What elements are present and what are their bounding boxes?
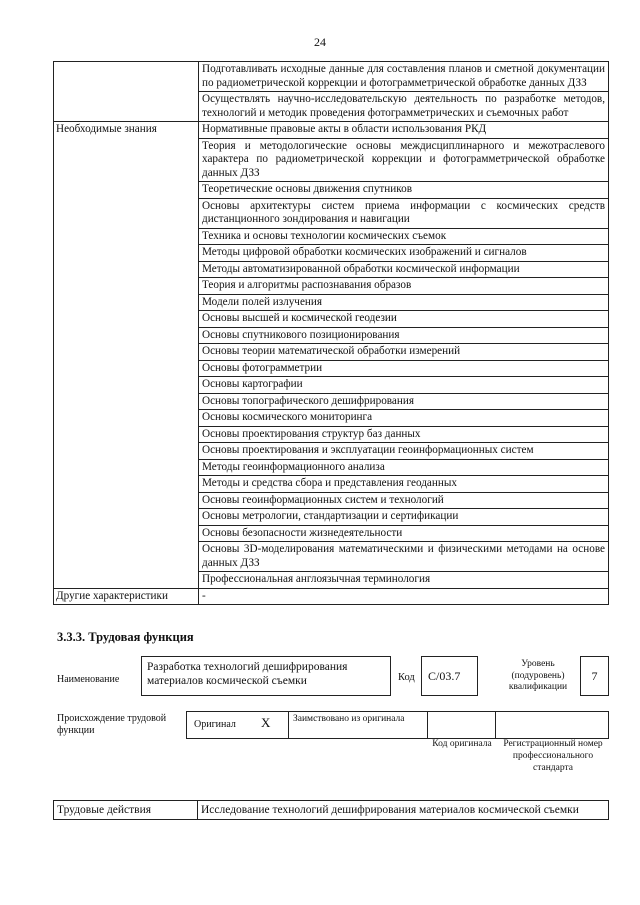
row-label xyxy=(54,476,199,493)
table-row xyxy=(54,245,609,262)
row-label xyxy=(54,426,199,443)
row-label xyxy=(54,311,199,328)
row-text: Методы автоматизированной обработки космической информации xyxy=(199,261,609,278)
table-row xyxy=(54,228,609,245)
row-text: Теория и алгоритмы распознавания образов xyxy=(199,278,609,295)
table-row xyxy=(54,443,609,460)
row-text: Основы проектирования и эксплуатации геоинформационных систем xyxy=(199,443,609,460)
code-box xyxy=(421,656,478,696)
name-label: Наименование xyxy=(57,674,120,685)
table-row xyxy=(54,542,609,572)
row-text: Подготавливать исходные данные для составления планов и сметной документации по радиометрической коррекции и фотограмметрической обработке данных ДЗЗ xyxy=(199,62,609,92)
table-row xyxy=(54,572,609,589)
row-text: Теоретические основы движения спутников xyxy=(199,182,609,199)
row-label xyxy=(54,327,199,344)
table-row xyxy=(54,62,609,92)
row-text: Основы спутникового позиционирования xyxy=(199,327,609,344)
table-row xyxy=(54,344,609,361)
code-label: Код xyxy=(398,672,415,683)
row-text: - xyxy=(199,588,609,605)
origin-code-box xyxy=(427,711,496,739)
level-label: Уровень (подуровень) квалификации xyxy=(508,659,568,692)
row-text: Основы безопасности жизнедеятельности xyxy=(199,525,609,542)
row-label xyxy=(54,138,199,182)
row-text: Профессиональная англоязычная терминология xyxy=(199,572,609,589)
page-number: 24 xyxy=(314,35,326,49)
row-text: Методы цифровой обработки космических изображений и сигналов xyxy=(199,245,609,262)
level-box xyxy=(580,656,609,696)
row-text: Основы высшей и космической геодезии xyxy=(199,311,609,328)
borrowed-label: Заимствовано из оригинала xyxy=(293,714,405,724)
borrowed-box xyxy=(288,711,428,739)
row-label xyxy=(54,62,199,92)
table-row xyxy=(54,360,609,377)
row-label xyxy=(54,228,199,245)
original-box xyxy=(186,711,289,739)
table-row xyxy=(54,525,609,542)
origin-code-caption: Код оригинала xyxy=(432,739,492,749)
table-row xyxy=(54,377,609,394)
row-label xyxy=(54,245,199,262)
section-title: 3.3.3. Трудовая функция xyxy=(57,630,194,644)
row-label xyxy=(54,393,199,410)
row-label xyxy=(54,525,199,542)
table-row xyxy=(54,122,609,139)
row-text: Основы космического мониторинга xyxy=(199,410,609,427)
table-row xyxy=(54,92,609,122)
table-row xyxy=(54,459,609,476)
name-value-box xyxy=(141,656,391,696)
name-value: Разработка технологий дешифрирования материалов космической съемки xyxy=(147,661,348,687)
reg-number-caption: Регистрационный номер профессионального стандарта xyxy=(503,739,603,773)
table-row xyxy=(54,182,609,199)
table-row xyxy=(54,138,609,182)
row-label xyxy=(54,377,199,394)
row-text: Основы топографического дешифрирования xyxy=(199,393,609,410)
row-text: Теория и методологические основы междисциплинарного и межотраслевого характера по радиометрической коррекции и фотограмметрической обработке данных ДЗЗ xyxy=(199,138,609,182)
row-text: Модели полей излучения xyxy=(199,294,609,311)
table-row xyxy=(54,476,609,493)
row-text: Основы картографии xyxy=(199,377,609,394)
row-label: Другие характеристики xyxy=(54,588,199,605)
actions-text: Исследование технологий дешифрирования материалов космической съемки xyxy=(198,801,609,820)
table-row xyxy=(54,393,609,410)
row-label xyxy=(54,542,199,572)
row-label xyxy=(54,360,199,377)
table-row xyxy=(54,588,609,605)
row-text: Осуществлять научно-исследовательскую деятельность по разработке методов, технологий и методик проведения фотограмметрических и съемочных работ xyxy=(199,92,609,122)
row-label xyxy=(54,410,199,427)
row-label: Необходимые знания xyxy=(54,122,199,139)
row-text: Методы геоинформационного анализа xyxy=(199,459,609,476)
row-label xyxy=(54,294,199,311)
row-label xyxy=(54,92,199,122)
row-label xyxy=(54,492,199,509)
row-label xyxy=(54,278,199,295)
row-text: Нормативные правовые акты в области использования РКД xyxy=(199,122,609,139)
code-value: С/03.7 xyxy=(428,669,461,683)
table-row xyxy=(54,801,609,820)
row-label xyxy=(54,261,199,278)
table-row xyxy=(54,198,609,228)
table-row xyxy=(54,278,609,295)
table-row xyxy=(54,261,609,278)
table-row xyxy=(54,509,609,526)
row-text: Основы проектирования структур баз данных xyxy=(199,426,609,443)
table-row xyxy=(54,327,609,344)
knowledge-table xyxy=(53,61,609,605)
row-text: Основы фотограмметрии xyxy=(199,360,609,377)
row-label xyxy=(54,443,199,460)
row-text: Основы теории математической обработки измерений xyxy=(199,344,609,361)
table-row xyxy=(54,311,609,328)
row-text: Техника и основы технологии космических съемок xyxy=(199,228,609,245)
row-label xyxy=(54,509,199,526)
original-mark: X xyxy=(261,715,271,730)
row-label xyxy=(54,198,199,228)
row-label xyxy=(54,572,199,589)
row-text: Основы метрологии, стандартизации и сертификации xyxy=(199,509,609,526)
actions-label: Трудовые действия xyxy=(54,801,198,820)
row-text: Основы 3D-моделирования математическими и физическими методами на основе данных ДЗЗ xyxy=(199,542,609,572)
row-text: Основы геоинформационных систем и технологий xyxy=(199,492,609,509)
table-row xyxy=(54,410,609,427)
original-label: Оригинал xyxy=(194,719,236,730)
row-label xyxy=(54,344,199,361)
labor-actions-table xyxy=(53,800,609,820)
table-row xyxy=(54,294,609,311)
level-value: 7 xyxy=(591,669,598,683)
origin-label: Происхождение трудовой функции xyxy=(57,713,167,736)
row-text: Основы архитектуры систем приема информации с космических средств дистанционного зондирования и навигации xyxy=(199,198,609,228)
table-row xyxy=(54,426,609,443)
row-label xyxy=(54,182,199,199)
reg-number-box xyxy=(495,711,609,739)
row-text: Методы и средства сбора и представления геоданных xyxy=(199,476,609,493)
table-row xyxy=(54,492,609,509)
row-label xyxy=(54,459,199,476)
